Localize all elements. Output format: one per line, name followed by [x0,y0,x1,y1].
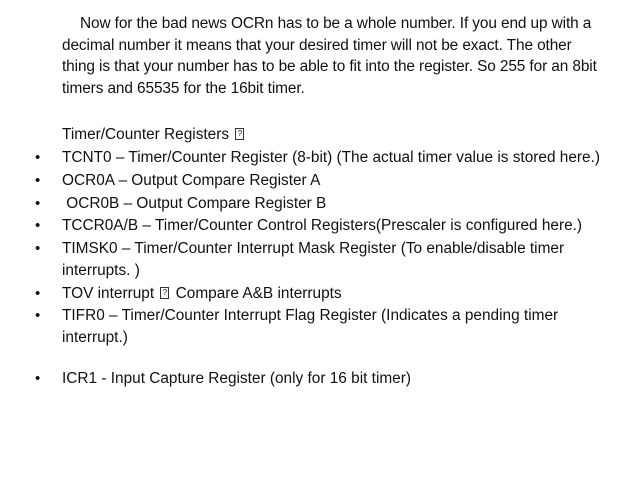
list-item-text-after: Compare A&B interrupts [175,284,342,302]
list-item [35,170,605,192]
bullet-icon: • [35,171,41,189]
list-item [35,215,605,237]
bullet-icon: • [35,370,41,388]
list-item-text-before: TOV interrupt [62,284,155,302]
list-item-text: TIMSK0 – Timer/Counter Interrupt Mask Register (To enable/disable timer interrupts. ) [62,240,565,279]
list-item [35,368,605,390]
registers-heading [62,124,246,146]
bullet-icon: • [35,149,41,166]
register-bullet-list [35,147,605,391]
intro-paragraph: Now for the bad news OCRn has to be a whole number. If you end up with a decimal number it means that your desired timer will not be exact. The other thing is that your number has to be able to fit into the register. So 255 for an 8bit timers and 65535 for the 16bit timer. [62,15,597,97]
list-item [35,147,605,169]
list-item [35,283,605,305]
list-item [35,305,605,348]
bullet-icon: • [35,240,41,258]
list-item-text: ICR1 - Input Capture Register (only for 16 bit timer) [62,370,411,388]
list-item [35,238,605,281]
missing-glyph-icon: ? [235,128,244,140]
bullet-icon: • [35,284,41,302]
missing-glyph-icon: ? [160,287,169,299]
bullet-icon: • [35,217,41,235]
list-item-text: TIFR0 – Timer/Counter Interrupt Flag Register (Indicates a pending timer interrupt.) [62,307,559,346]
list-item-text: TCNT0 – Timer/Counter Register (8-bit) (The actual timer value is stored here.) [62,149,600,166]
list-item [35,193,605,215]
list-item-text: OCR0A – Output Compare Register A [62,171,321,189]
list-item-text: OCR0B – Output Compare Register B [62,194,327,212]
list-item-text: TCCR0A/B – Timer/Counter Control Registers(Prescaler is configured here.) [62,217,583,235]
registers-heading-text: Timer/Counter Registers [62,126,230,143]
bullet-icon: • [35,307,41,325]
bullet-icon: • [35,194,41,212]
